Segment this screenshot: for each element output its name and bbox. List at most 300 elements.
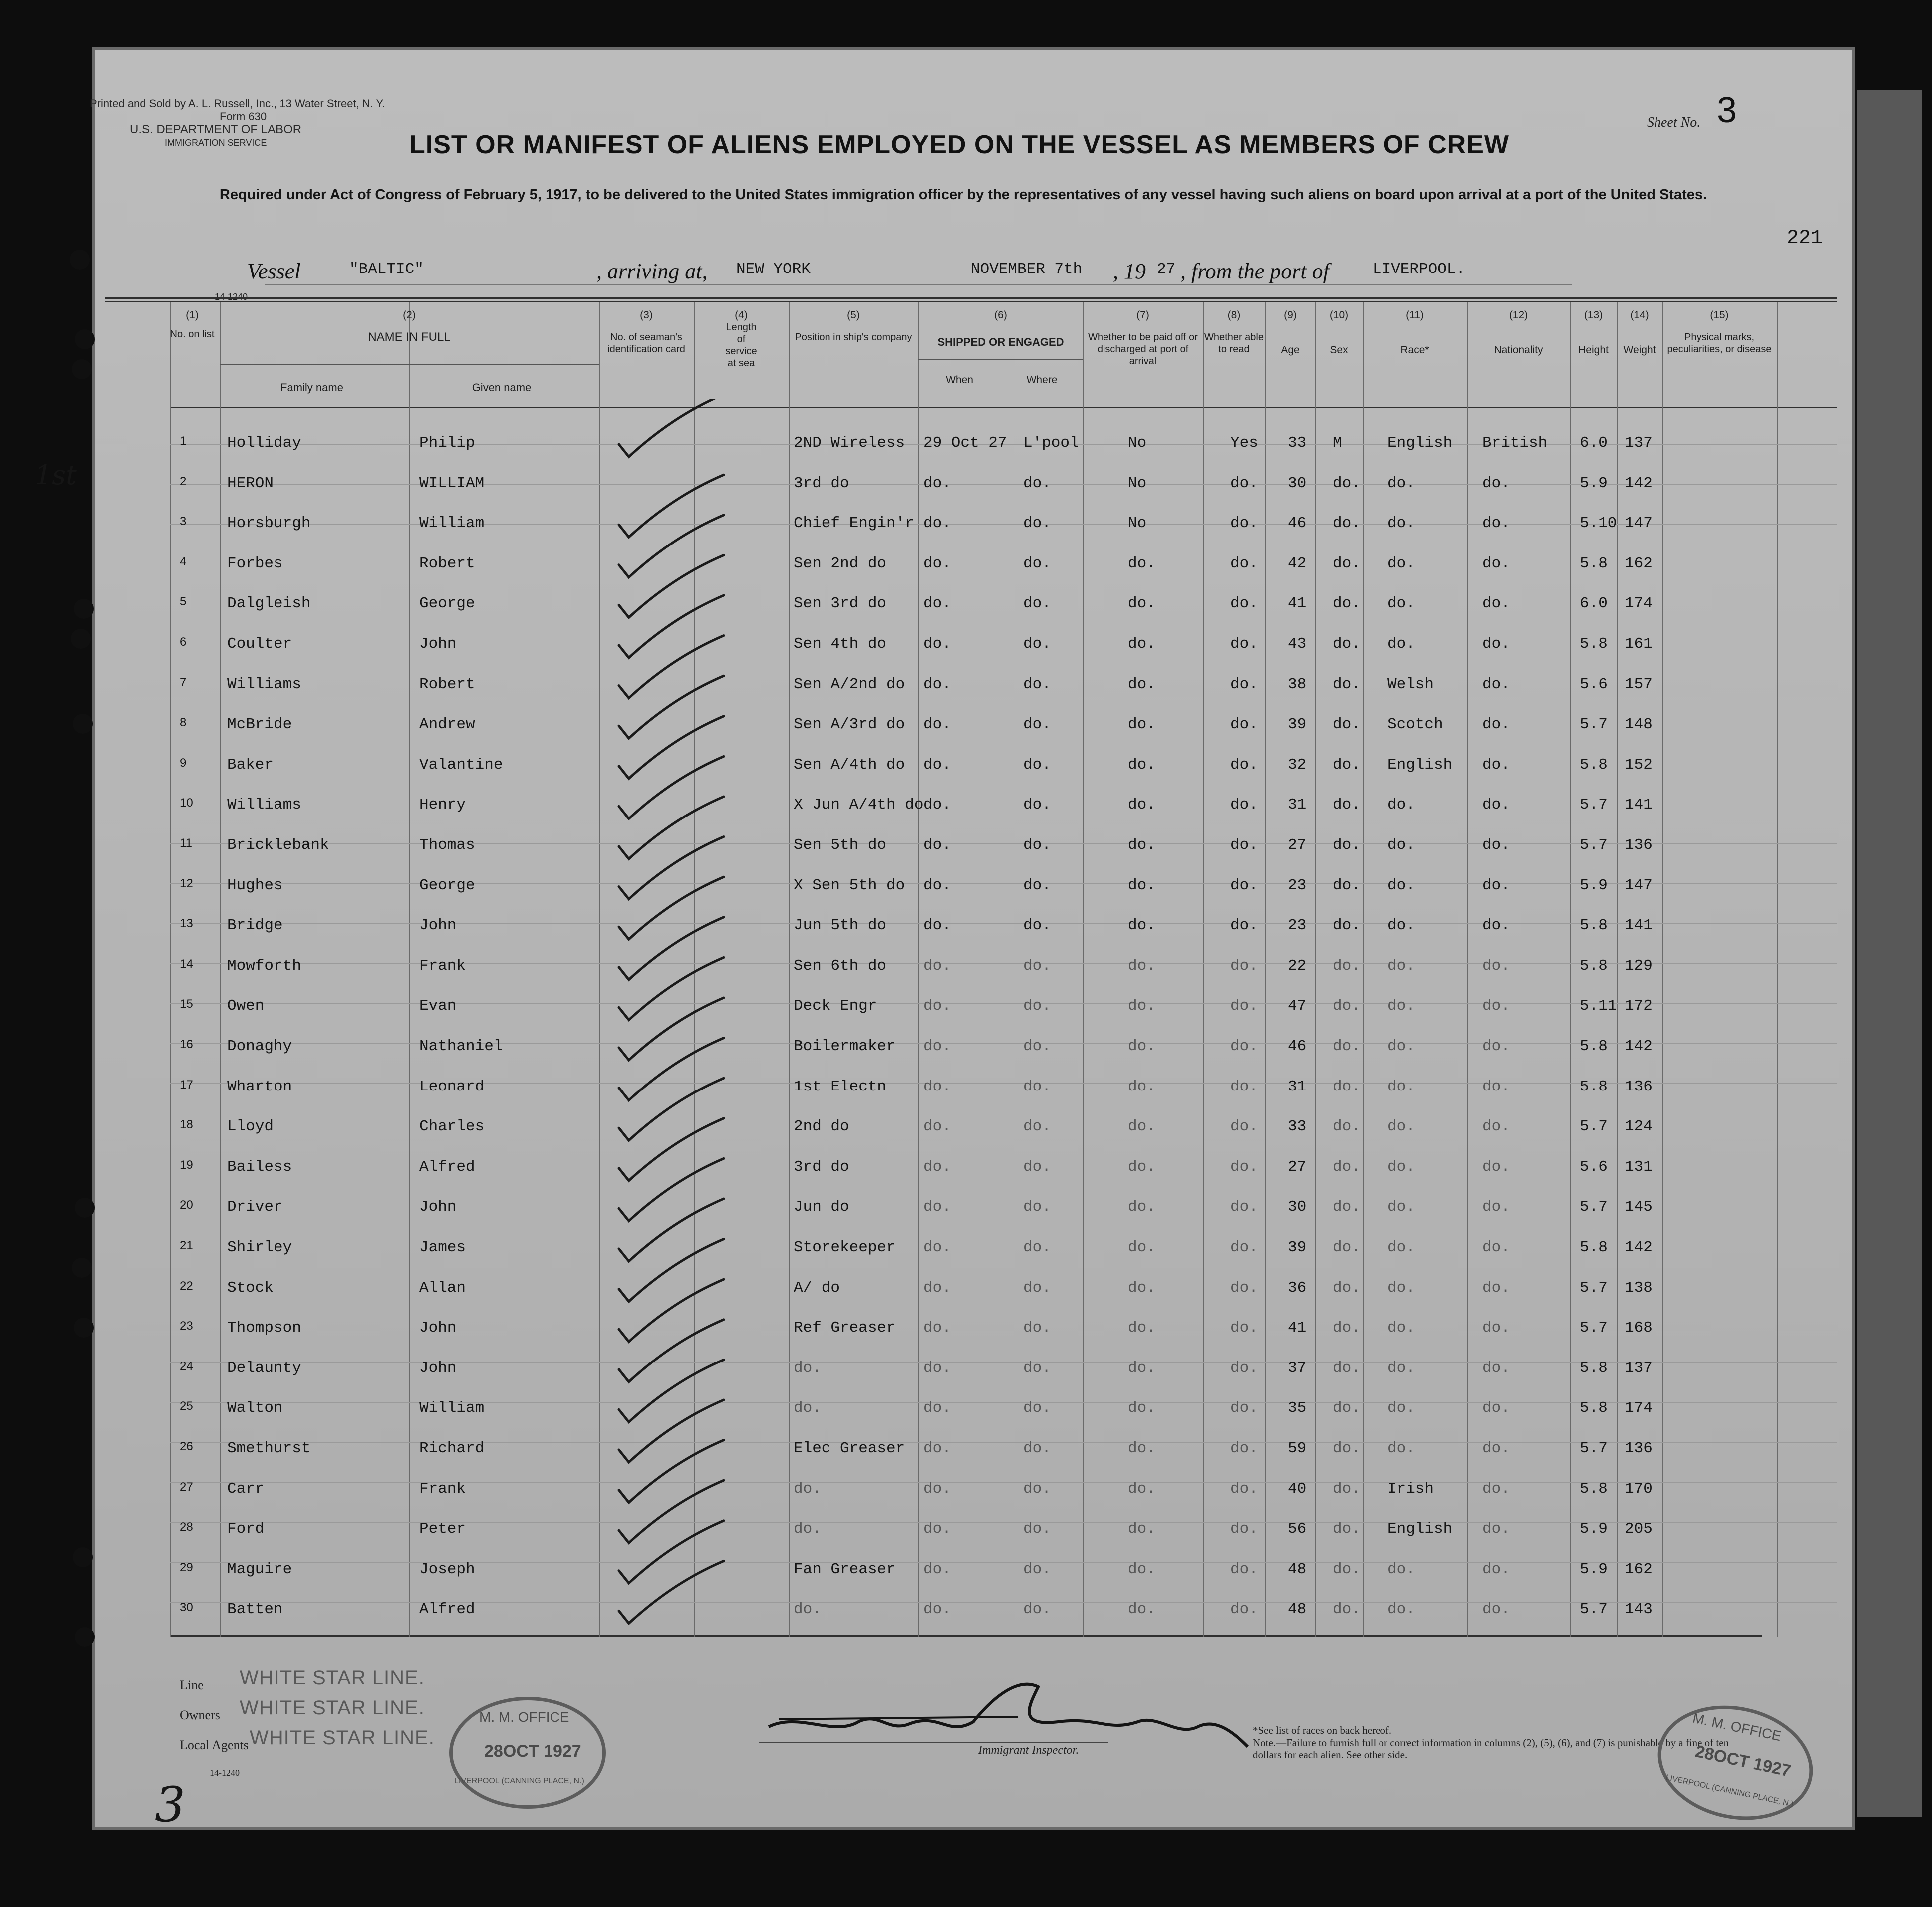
age: 42 <box>1288 554 1307 572</box>
nationality: do. <box>1482 595 1510 613</box>
able-to-read: do. <box>1230 957 1258 975</box>
manifest-sheet <box>35 50 1852 1833</box>
race: do. <box>1387 917 1415 935</box>
given-name: Evan <box>419 997 457 1015</box>
col11-header <box>1363 309 1467 356</box>
position: X Jun A/4th do <box>794 796 924 814</box>
id-checkmark <box>619 756 724 818</box>
vessel-name: "BALTIC" <box>349 261 424 278</box>
adjacent-page-edge <box>1857 90 1922 1817</box>
race: do. <box>1387 876 1415 894</box>
from-label: , from the port of <box>1180 259 1329 283</box>
nationality: do. <box>1482 1560 1510 1578</box>
weight: 205 <box>1625 1520 1653 1538</box>
height: 5.7 <box>1580 1319 1608 1337</box>
given-name-header: Given name <box>472 381 532 394</box>
col-label: Weight <box>1623 344 1656 356</box>
binder-hole <box>75 329 95 349</box>
nationality: do. <box>1482 876 1510 894</box>
shipped-when: do. <box>923 675 951 693</box>
sex: do. <box>1333 716 1361 734</box>
race: Welsh <box>1387 675 1434 693</box>
shipped-where: do. <box>1023 1560 1051 1578</box>
shipped-when: do. <box>923 997 951 1015</box>
sex: do. <box>1333 1038 1361 1055</box>
height: 5.7 <box>1580 796 1608 814</box>
paid-off: do. <box>1128 1038 1156 1055</box>
col-number: (10) <box>1329 309 1349 321</box>
family-name: Walton <box>227 1399 283 1417</box>
sex: do. <box>1333 1359 1361 1377</box>
checkmark-column <box>599 399 789 1677</box>
nationality: British <box>1482 434 1548 452</box>
nationality: do. <box>1482 554 1510 572</box>
position: do. <box>794 1359 822 1377</box>
race: English <box>1387 434 1453 452</box>
col-label: SHIPPED OR ENGAGED <box>937 336 1064 348</box>
family-name: Donaghy <box>227 1038 292 1055</box>
race: do. <box>1387 1560 1415 1578</box>
height: 5.8 <box>1580 1078 1608 1095</box>
id-checkmark <box>619 1239 724 1302</box>
col3-header <box>599 309 694 355</box>
row-number: 4 <box>180 554 187 568</box>
nationality: do. <box>1482 1480 1510 1498</box>
family-name: Holliday <box>227 434 301 452</box>
subheader-rule <box>220 364 599 365</box>
family-name: Bricklebank <box>227 836 329 854</box>
height: 5.9 <box>1580 1560 1608 1578</box>
col-label: No. of seaman's identification card <box>607 332 685 355</box>
weight: 145 <box>1625 1198 1653 1216</box>
shipped-where: do. <box>1023 554 1051 572</box>
age: 27 <box>1288 1158 1307 1176</box>
family-name: Williams <box>227 796 301 814</box>
binder-hole <box>73 714 93 734</box>
sex: do. <box>1333 595 1361 613</box>
able-to-read: do. <box>1230 997 1258 1015</box>
position: 3rd do <box>794 1158 849 1176</box>
shipped-when: do. <box>923 836 951 854</box>
shipped-when: do. <box>923 1279 951 1297</box>
col-label: Whether to be paid off or discharged at port of arrival <box>1088 332 1198 367</box>
height: 5.7 <box>1580 836 1608 854</box>
age: 47 <box>1288 997 1307 1015</box>
col15-header <box>1662 309 1777 355</box>
nationality: do. <box>1482 1158 1510 1176</box>
shipped-when: do. <box>923 716 951 734</box>
paid-off: do. <box>1128 1399 1156 1417</box>
shipped-where: do. <box>1023 1078 1051 1095</box>
column-rule <box>409 302 410 1637</box>
position: 3rd do <box>794 474 849 492</box>
race: do. <box>1387 554 1415 572</box>
owners-stamp: WHITE STAR LINE. <box>240 1697 425 1719</box>
col7-header <box>1083 309 1203 367</box>
penalty-note: Note.—Failure to furnish full or correct information in columns (2), (5), (6), and (7) is punishable by a fine of ten dollars for each alien. See other side. <box>1253 1737 1729 1761</box>
sex: do. <box>1333 1440 1361 1457</box>
able-to-read: do. <box>1230 716 1258 734</box>
weight: 143 <box>1625 1601 1653 1619</box>
position: do. <box>794 1601 822 1619</box>
given-name: Allan <box>419 1279 466 1297</box>
col-number: (14) <box>1630 309 1649 321</box>
col14-header <box>1617 309 1662 356</box>
col-label: Sex <box>1330 344 1348 356</box>
col13-header <box>1570 309 1617 356</box>
sex: do. <box>1333 474 1361 492</box>
row-number: 18 <box>180 1118 193 1132</box>
sex: do. <box>1333 1118 1361 1136</box>
height: 5.8 <box>1580 554 1608 572</box>
row-number: 15 <box>180 997 193 1011</box>
given-name: Frank <box>419 957 466 975</box>
sex: do. <box>1333 756 1361 774</box>
row-number: 12 <box>180 876 193 890</box>
col8-header <box>1203 309 1265 355</box>
race: do. <box>1387 1239 1415 1256</box>
given-name: Charles <box>419 1118 485 1136</box>
height: 5.7 <box>1580 1279 1608 1297</box>
shipped-where: do. <box>1023 917 1051 935</box>
id-checkmark <box>619 515 724 577</box>
col-number: (15) <box>1710 309 1729 321</box>
stamp-place: LIVERPOOL (CANNING PLACE, N.) <box>454 1777 584 1785</box>
shipped-when: do. <box>923 554 951 572</box>
age: 23 <box>1288 917 1307 935</box>
age: 48 <box>1288 1601 1307 1619</box>
sex: do. <box>1333 675 1361 693</box>
sex: do. <box>1333 1480 1361 1498</box>
page-number: 221 <box>1787 227 1823 250</box>
age: 39 <box>1288 716 1307 734</box>
nationality: do. <box>1482 635 1510 653</box>
sex: do. <box>1333 1319 1361 1337</box>
sex: do. <box>1333 515 1361 533</box>
age: 56 <box>1288 1520 1307 1538</box>
race: do. <box>1387 1319 1415 1337</box>
id-checkmark <box>619 1360 724 1422</box>
row-number: 2 <box>180 474 187 488</box>
height: 5.8 <box>1580 1038 1608 1055</box>
shipped-where: do. <box>1023 1440 1051 1457</box>
able-to-read: do. <box>1230 1520 1258 1538</box>
row-number: 10 <box>180 796 193 810</box>
shipped-when: do. <box>923 1158 951 1176</box>
height: 5.8 <box>1580 1359 1608 1377</box>
given-name: William <box>419 515 485 533</box>
row-number: 23 <box>180 1319 193 1333</box>
sheet-number: 3 <box>1717 90 1737 130</box>
race: Irish <box>1387 1480 1434 1498</box>
col-number: (3) <box>640 309 653 321</box>
nationality: do. <box>1482 716 1510 734</box>
shipped-where: do. <box>1023 675 1051 693</box>
agents-label: Local Agents <box>180 1738 249 1752</box>
binder-hole <box>70 250 90 270</box>
family-name: Stock <box>227 1279 274 1297</box>
position: Sen A/3rd do <box>794 716 905 734</box>
binder-hole <box>72 359 92 379</box>
row-number: 14 <box>180 957 193 971</box>
shipped-when: do. <box>923 957 951 975</box>
shipped-when: do. <box>923 756 951 774</box>
paid-off: do. <box>1128 1279 1156 1297</box>
paid-off: do. <box>1128 756 1156 774</box>
position: Sen A/4th do <box>794 756 905 774</box>
able-to-read: do. <box>1230 1198 1258 1216</box>
position: A/ do <box>794 1279 840 1297</box>
family-name: Smethurst <box>227 1440 311 1457</box>
family-name: Shirley <box>227 1239 292 1256</box>
age: 30 <box>1288 474 1307 492</box>
id-checkmark <box>619 998 724 1060</box>
col4-header <box>694 309 789 369</box>
sex: do. <box>1333 997 1361 1015</box>
weight: 136 <box>1625 836 1653 854</box>
height: 5.11 <box>1580 997 1617 1015</box>
age: 36 <box>1288 1279 1307 1297</box>
row-number: 1 <box>180 434 187 448</box>
nationality: do. <box>1482 1078 1510 1095</box>
shipped-where: L'pool <box>1023 434 1079 452</box>
family-name: Horsburgh <box>227 515 311 533</box>
paid-off: do. <box>1128 635 1156 653</box>
able-to-read: do. <box>1230 836 1258 854</box>
paid-off: do. <box>1128 1239 1156 1256</box>
family-name: Ford <box>227 1520 265 1538</box>
able-to-read: do. <box>1230 1440 1258 1457</box>
shipped-where: do. <box>1023 1359 1051 1377</box>
id-checkmark <box>619 1521 724 1583</box>
height: 5.8 <box>1580 917 1608 935</box>
signature-line <box>759 1742 1108 1743</box>
paid-off: do. <box>1128 1319 1156 1337</box>
family-name: Driver <box>227 1198 283 1216</box>
agents-stamp: WHITE STAR LINE. <box>250 1727 435 1749</box>
race: do. <box>1387 957 1415 975</box>
weight: 168 <box>1625 1319 1653 1337</box>
family-name: McBride <box>227 716 292 734</box>
nationality: do. <box>1482 1279 1510 1297</box>
height: 5.8 <box>1580 1480 1608 1498</box>
able-to-read: do. <box>1230 515 1258 533</box>
able-to-read: do. <box>1230 1239 1258 1256</box>
shipped-when: do. <box>923 1560 951 1578</box>
shipped-when: do. <box>923 1319 951 1337</box>
able-to-read: do. <box>1230 1601 1258 1619</box>
row-number: 8 <box>180 716 187 730</box>
column-rule <box>1203 302 1204 1637</box>
inspector-label: Immigrant Inspector. <box>978 1744 1079 1757</box>
binder-hole <box>75 1627 95 1647</box>
year-suffix: 27 <box>1157 261 1176 278</box>
col-label: Height <box>1578 344 1609 356</box>
shipped-when: do. <box>923 635 951 653</box>
nationality: do. <box>1482 756 1510 774</box>
nationality: do. <box>1482 1440 1510 1457</box>
position: 1st Electn <box>794 1078 887 1095</box>
sex: do. <box>1333 554 1361 572</box>
race: do. <box>1387 1158 1415 1176</box>
col-label: NAME IN FULL <box>368 330 451 344</box>
age: 32 <box>1288 756 1307 774</box>
row-number: 19 <box>180 1158 193 1172</box>
paid-off: No <box>1128 515 1147 533</box>
nationality: do. <box>1482 836 1510 854</box>
row-number: 21 <box>180 1239 193 1252</box>
family-name: Lloyd <box>227 1118 274 1136</box>
weight: 141 <box>1625 917 1653 935</box>
given-name: Henry <box>419 796 466 814</box>
position: Boilermaker <box>794 1038 896 1055</box>
column-rule <box>918 302 919 1637</box>
col-number: (8) <box>1227 309 1241 321</box>
position: 2ND Wireless <box>794 434 905 452</box>
subheader-rule <box>918 359 1083 360</box>
shipped-when: do. <box>923 515 951 533</box>
column-rule <box>1467 302 1468 1637</box>
binder-hole <box>74 1318 94 1338</box>
weight: 170 <box>1625 1480 1653 1498</box>
col-label: Position in ship's company <box>795 332 912 343</box>
position: Jun 5th do <box>794 917 887 935</box>
stamp-date-right: 28OCT 1927 <box>1693 1742 1793 1781</box>
sex: do. <box>1333 1601 1361 1619</box>
age: 59 <box>1288 1440 1307 1457</box>
sex: M <box>1333 434 1342 452</box>
vessel-label: Vessel <box>247 259 301 283</box>
col-number: (12) <box>1509 309 1528 321</box>
year-prefix: , 19 <box>1113 259 1146 283</box>
weight: 142 <box>1625 474 1653 492</box>
paid-off: do. <box>1128 876 1156 894</box>
nationality: do. <box>1482 1601 1510 1619</box>
sex: do. <box>1333 1078 1361 1095</box>
given-name: John <box>419 635 457 653</box>
shipped-where: do. <box>1023 1520 1051 1538</box>
height: 5.6 <box>1580 1158 1608 1176</box>
given-name: Richard <box>419 1440 485 1457</box>
header-bottom-rule <box>170 407 1837 408</box>
shipped-where: do. <box>1023 595 1051 613</box>
row-number: 17 <box>180 1078 193 1091</box>
sex: do. <box>1333 1560 1361 1578</box>
weight: 174 <box>1625 1399 1653 1417</box>
paid-off: do. <box>1128 1359 1156 1377</box>
family-name: HERON <box>227 474 274 492</box>
race: do. <box>1387 997 1415 1015</box>
age: 33 <box>1288 1118 1307 1136</box>
nationality: do. <box>1482 1038 1510 1055</box>
family-name: Williams <box>227 675 301 693</box>
paid-off: do. <box>1128 595 1156 613</box>
column-rule <box>789 302 790 1637</box>
binder-hole <box>75 1198 95 1218</box>
row-number: 16 <box>180 1038 193 1051</box>
shipped-when: do. <box>923 595 951 613</box>
nationality: do. <box>1482 675 1510 693</box>
height: 6.0 <box>1580 595 1608 613</box>
weight: 142 <box>1625 1038 1653 1055</box>
shipped-where: do. <box>1023 876 1051 894</box>
height: 5.9 <box>1580 876 1608 894</box>
sex: do. <box>1333 917 1361 935</box>
column-rule <box>1363 302 1364 1637</box>
shipped-where: do. <box>1023 1158 1051 1176</box>
position: Deck Engr <box>794 997 877 1015</box>
nationality: do. <box>1482 796 1510 814</box>
age: 30 <box>1288 1198 1307 1216</box>
row-number: 25 <box>180 1399 193 1413</box>
col-number: (7) <box>1136 309 1149 321</box>
paid-off: do. <box>1128 1078 1156 1095</box>
paid-off: do. <box>1128 1198 1156 1216</box>
shipped-where: do. <box>1023 474 1051 492</box>
row-number: 27 <box>180 1480 193 1494</box>
column-rule <box>1570 302 1571 1637</box>
arriving-label: , arriving at, <box>596 259 708 283</box>
weight: 137 <box>1625 1359 1653 1377</box>
row-number: 3 <box>180 515 187 529</box>
table-top-rule <box>105 297 1837 299</box>
weight: 137 <box>1625 434 1653 452</box>
race: do. <box>1387 1359 1415 1377</box>
line-label: Line <box>180 1678 204 1692</box>
id-checkmark <box>619 595 724 658</box>
weight: 147 <box>1625 876 1653 894</box>
nationality: do. <box>1482 515 1510 533</box>
col12-header <box>1467 309 1570 356</box>
race: do. <box>1387 595 1415 613</box>
stamp-place-right: LIVERPOOL (CANNING PLACE, N.) <box>1665 1773 1794 1809</box>
race: do. <box>1387 836 1415 854</box>
row-number: 29 <box>180 1560 193 1574</box>
race: do. <box>1387 1601 1415 1619</box>
age: 31 <box>1288 1078 1307 1095</box>
able-to-read: do. <box>1230 1399 1258 1417</box>
able-to-read: do. <box>1230 1359 1258 1377</box>
family-name: Baker <box>227 756 274 774</box>
position: 2nd do <box>794 1118 849 1136</box>
weight: 136 <box>1625 1440 1653 1457</box>
col-number: (11) <box>1406 309 1424 321</box>
age: 22 <box>1288 957 1307 975</box>
height: 5.9 <box>1580 1520 1608 1538</box>
age: 46 <box>1288 515 1307 533</box>
position: Sen 5th do <box>794 836 887 854</box>
family-name-header: Family name <box>280 381 343 394</box>
paid-off: do. <box>1128 1520 1156 1538</box>
row-number: 13 <box>180 917 193 931</box>
id-checkmark <box>619 1279 724 1342</box>
given-name: John <box>419 1198 457 1216</box>
height: 5.7 <box>1580 1601 1608 1619</box>
nationality: do. <box>1482 1520 1510 1538</box>
column-rule <box>1777 302 1778 1637</box>
able-to-read: do. <box>1230 1480 1258 1498</box>
position: Ref Greaser <box>794 1319 896 1337</box>
able-to-read: do. <box>1230 474 1258 492</box>
height: 5.7 <box>1580 1440 1608 1457</box>
age: 27 <box>1288 836 1307 854</box>
id-checkmark <box>619 917 724 980</box>
row-number: 24 <box>180 1359 193 1373</box>
given-name: George <box>419 876 475 894</box>
col5-header <box>789 309 918 343</box>
able-to-read: do. <box>1230 595 1258 613</box>
printer-line: Printed and Sold by A. L. Russell, Inc., 13 Water Street, N. Y. <box>90 97 385 110</box>
